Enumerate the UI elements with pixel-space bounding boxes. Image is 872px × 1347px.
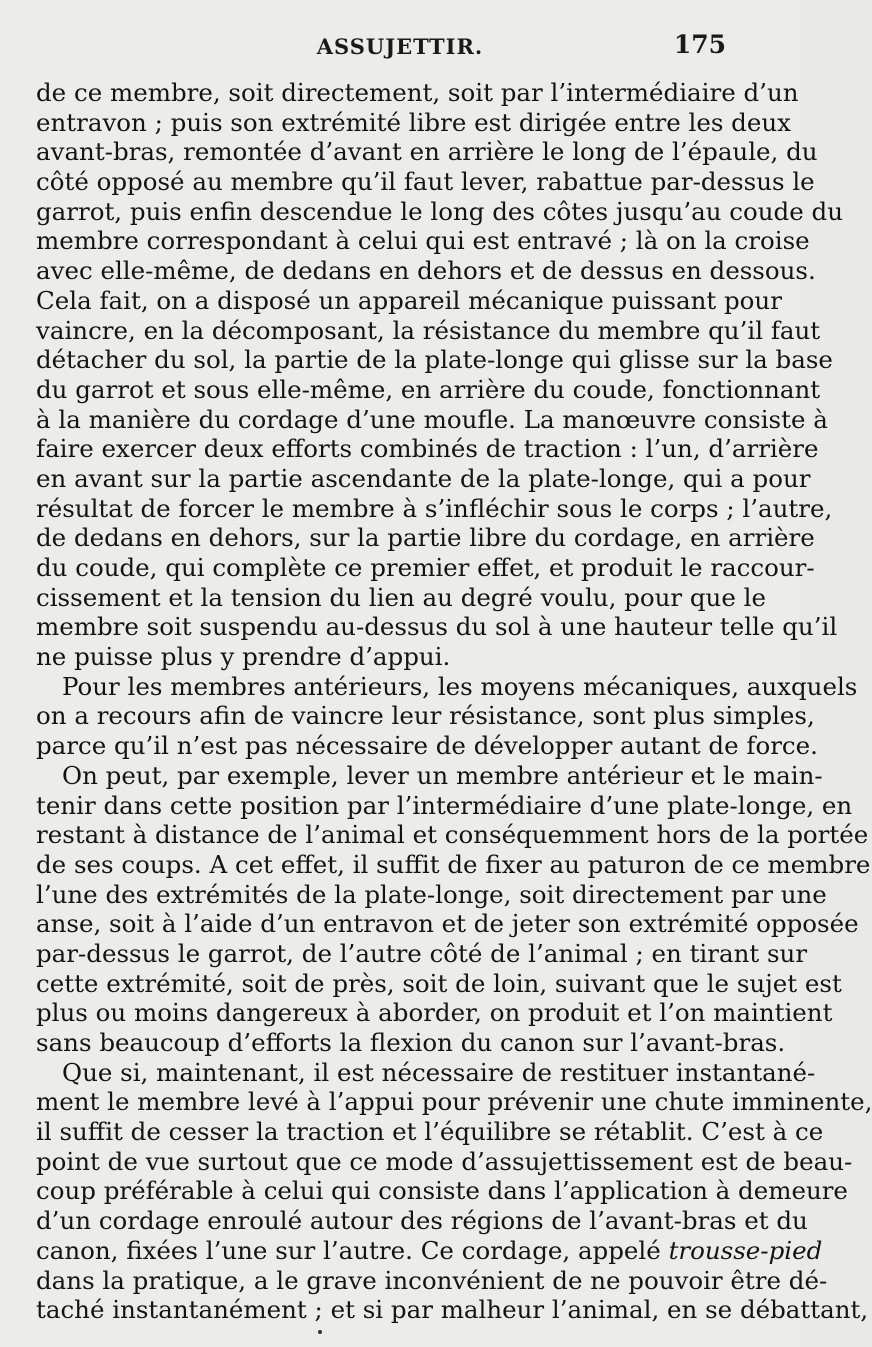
running-head xyxy=(0,30,800,70)
text-line: garrot, puis enfin descendue le long des côtes jusqu’au coude du xyxy=(36,196,843,226)
footer-dot xyxy=(318,1330,322,1334)
text-line: par-dessus le garrot, de l’autre côté de l’animal ; en tirant sur xyxy=(36,938,808,968)
text-line: côté opposé au membre qu’il faut lever, rabattue par-dessus le xyxy=(36,167,815,197)
text-line: de ses coups. A cet effet, il suffit de fixer au paturon de ce membre xyxy=(36,849,871,879)
text-line: entravon ; puis son extrémité libre est dirigée entre les deux xyxy=(36,107,791,137)
text-line: en avant sur la partie ascendante de la plate-longe, qui a pour xyxy=(36,463,811,493)
text-line: membre correspondant à celui qui est entravé ; là on la croise xyxy=(36,226,810,256)
text-line: d’un cordage enroulé autour des régions de l’avant-bras et du xyxy=(36,1206,808,1236)
text-line: avec elle-même, de dedans en dehors et de dessus en dessous. xyxy=(36,256,816,286)
text-line: restant à distance de l’animal et conséquemment hors de la portée xyxy=(36,820,869,850)
text-line: résultat de forcer le membre à s’infléchir sous le corps ; l’autre, xyxy=(36,493,833,523)
text-line: cissement et la tension du lien au degré voulu, pour que le xyxy=(36,582,766,612)
text-line: du coude, qui complète ce premier effet, et produit le raccour- xyxy=(36,553,815,582)
text-line: de ce membre, soit directement, soit par l’intermédiaire d’un xyxy=(36,78,799,107)
text-line: cette extrémité, soit de près, soit de loin, suivant que le sujet est xyxy=(36,968,842,998)
text-line: point de vue surtout que ce mode d’assujettissement est de beau- xyxy=(36,1146,853,1176)
body-text xyxy=(36,78,872,1325)
paragraph-start-line: Que si, maintenant, il est nécessaire de restituer instantané- xyxy=(62,1057,816,1087)
page-number: 175 xyxy=(673,30,726,59)
text-line: l’une des extrémités de la plate-longe, soit directement par une xyxy=(36,879,827,909)
running-title: ASSUJETTIR. xyxy=(316,34,484,59)
text-line-with-italic xyxy=(36,1235,823,1266)
text-line: avant-bras, remontée d’avant en arrière le long de l’épaule, du xyxy=(36,137,818,167)
text-line: ment le membre levé à l’appui pour prévenir une chute imminente, xyxy=(36,1087,872,1117)
paragraph-end-line: parce qu’il n’est pas nécessaire de développer autant de force. xyxy=(36,731,818,761)
text-line: vaincre, en la décomposant, la résistance du membre qu’il faut xyxy=(36,315,821,345)
text-line-start: canon, fixées l’une sur l’autre. Ce cordage, appelé xyxy=(36,1235,661,1265)
text-line: il suffit de cesser la traction et l’équilibre se rétablit. C’est à ce xyxy=(36,1117,824,1147)
text-line: du garrot et sous elle-même, en arrière du coude, fonctionnant xyxy=(36,374,821,404)
text-line: Cela fait, on a disposé un appareil mécanique puissant pour xyxy=(36,285,782,315)
text-line: dans la pratique, a le grave inconvénient de ne pouvoir être dé- xyxy=(36,1265,828,1295)
text-line: de dedans en dehors, sur la partie libre du cordage, en arrière xyxy=(36,523,815,553)
text-line: coup préférable à celui qui consiste dans l’application à demeure xyxy=(36,1176,848,1206)
italic-term: trousse-pied xyxy=(668,1235,823,1265)
text-line: plus ou moins dangereux à aborder, on produit et l’on maintient xyxy=(36,998,833,1028)
paragraph-end-line: ne puisse plus y prendre d’appui. xyxy=(36,642,451,672)
text-line: faire exercer deux efforts combinés de traction : l’un, d’arrière xyxy=(36,434,819,464)
text-line: détacher du sol, la partie de la plate-longe qui glisse sur la base xyxy=(36,345,833,375)
text-line: taché instantanément ; et si par malheur l’animal, en se débattant, xyxy=(36,1295,869,1325)
text-line: membre soit suspendu au-dessus du sol à une hauteur telle qu’il xyxy=(36,612,838,642)
paragraph-start-line: On peut, par exemple, lever un membre antérieur et le main- xyxy=(62,760,823,790)
text-line: anse, soit à l’aide d’un entravon et de jeter son extrémité opposée xyxy=(36,909,859,939)
paragraph-start-line: Pour les membres antérieurs, les moyens mécaniques, auxquels xyxy=(62,671,858,701)
text-line: on a recours afin de vaincre leur résistance, sont plus simples, xyxy=(36,701,815,731)
paragraph-end-line: sans beaucoup d’efforts la flexion du canon sur l’avant-bras. xyxy=(36,1028,786,1057)
text-line: tenir dans cette position par l’intermédiaire d’une plate-longe, en xyxy=(36,790,853,820)
text-line: à la manière du cordage d’une moufle. La manœuvre consiste à xyxy=(36,404,828,434)
